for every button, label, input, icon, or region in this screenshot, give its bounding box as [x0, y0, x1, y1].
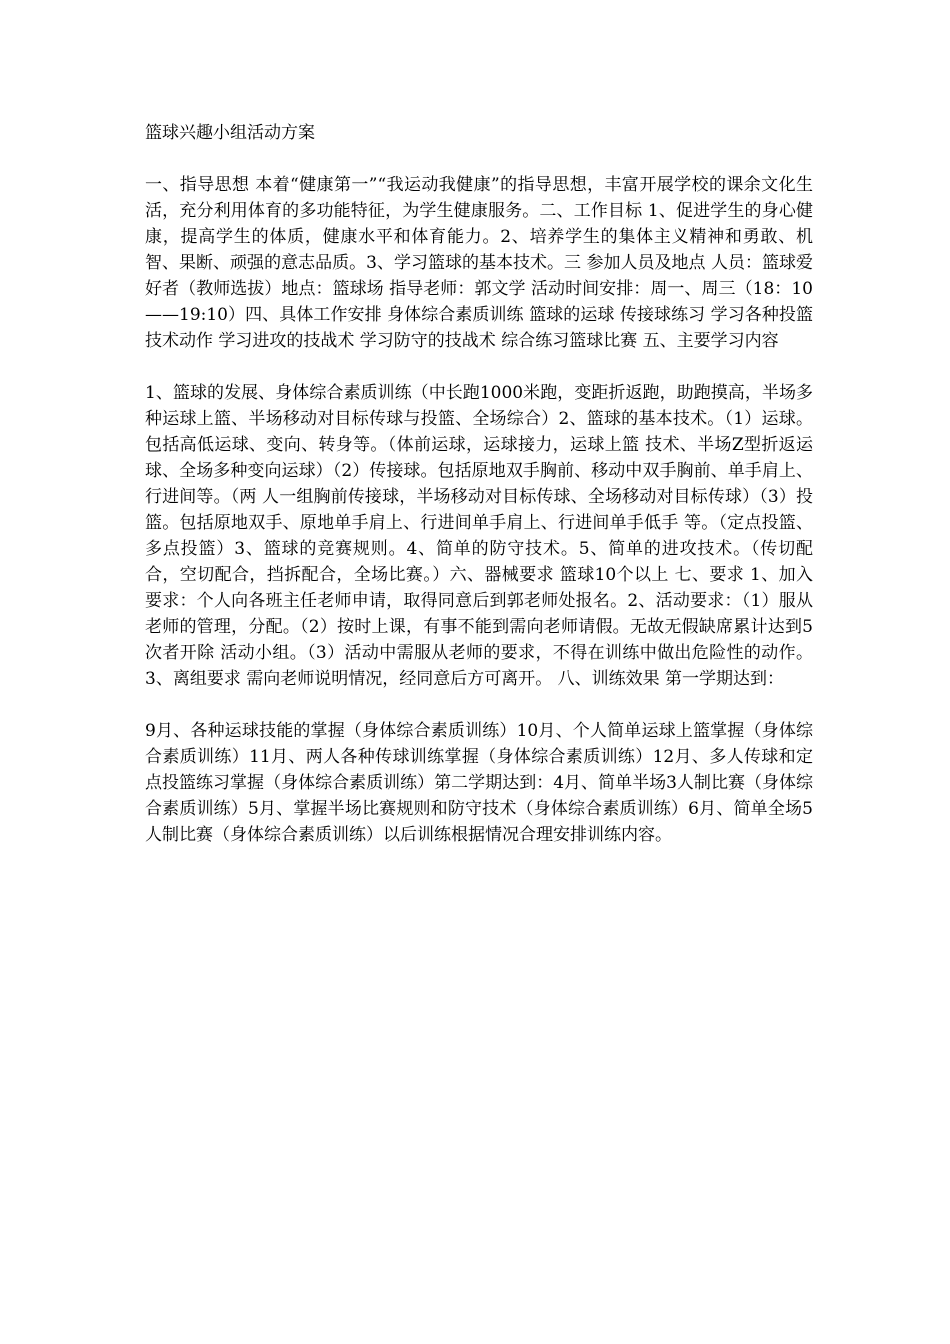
document-body — [145, 120, 813, 874]
document-title: 篮球兴趣小组活动方案 — [145, 123, 315, 143]
paragraph-learning-content: 1、篮球的发展、身体综合素质训练（中长跑1000米跑，变距折返跑，助跑摸高，半场多种运球上篮、半场移动对目标传球与投篮、全场综合）2、篮球的基本技术。（1）运球。包括高低运球、变向、转身等。（体前运球，运球接力，运球上篮 技术、半场Z型折返运球、全场多种变向运球）（2）传接球。包括原地双手胸前、移动中双手胸前、单手肩上、行进间等。（两 人一组胸前传接球，半场移动对目标传球、全场移动对目标传球）（3）投篮。包括原地双手、原地单手肩上、行进间单手肩上、行进间单手低手 等。（定点投篮、多点投篮）3、篮球的竞赛规则。4、简单的防守技术。5、简单的进攻技术。（传切配合，空切配合，挡拆配合，全场比赛。）六、器械要求 篮球10个以上 七、要求 1、加入要求：个人向各班主任老师申请，取得同意后到郭老师处报名。2、活动要求：（1）服从老师的管理，分配。（2）按时上课，有事不能到需向老师请假。无故无假缺席累计达到5次者开除 活动小组。（3）活动中需服从老师的要求，不得在训练中做出危险性的动作。 3、离组要求 需向老师说明情况，经同意后方可离开。 八、训练效果 第一学期达到： — [145, 383, 813, 689]
paragraph-training-schedule: 9月、各种运球技能的掌握（身体综合素质训练）10月、个人简单运球上篮掌握（身体综合素质训练）11月、两人各种传球训练掌握（身体综合素质训练）12月、多人传球和定点投篮练习掌握（身体综合素质训练）第二学期达到：4月、简单半场3人制比赛（身体综合素质训练）5月、掌握半场比赛规则和防守技术（身体综合素质训练）6月、简单全场5人制比赛（身体综合素质训练）以后训练根据情况合理安排训练内容。 — [145, 721, 813, 845]
paragraph-guiding-ideas: 一、指导思想 本着“健康第一”“我运动我健康”的指导思想，丰富开展学校的课余文化生活，充分利用体育的多功能特征，为学生健康服务。二、工作目标 1、促进学生的身心健康，提高学生的体质，健康水平和体育能力。2、培养学生的集体主义精神和勇敢、机智、果断、顽强的意志品质。3、学习篮球的基本技术。三 参加人员及地点 人员：篮球爱好者（教师选拔）地点：篮球场 指导老师：郭文学 活动时间安排：周一、周三（18：10——19:10）四、具体工作安排 身体综合素质训练 篮球的运球 传接球练习 学习各种投篮技术动作 学习进攻的技战术 学习防守的技战术 综合练习篮球比赛 五、主要学习内容 — [145, 175, 813, 351]
